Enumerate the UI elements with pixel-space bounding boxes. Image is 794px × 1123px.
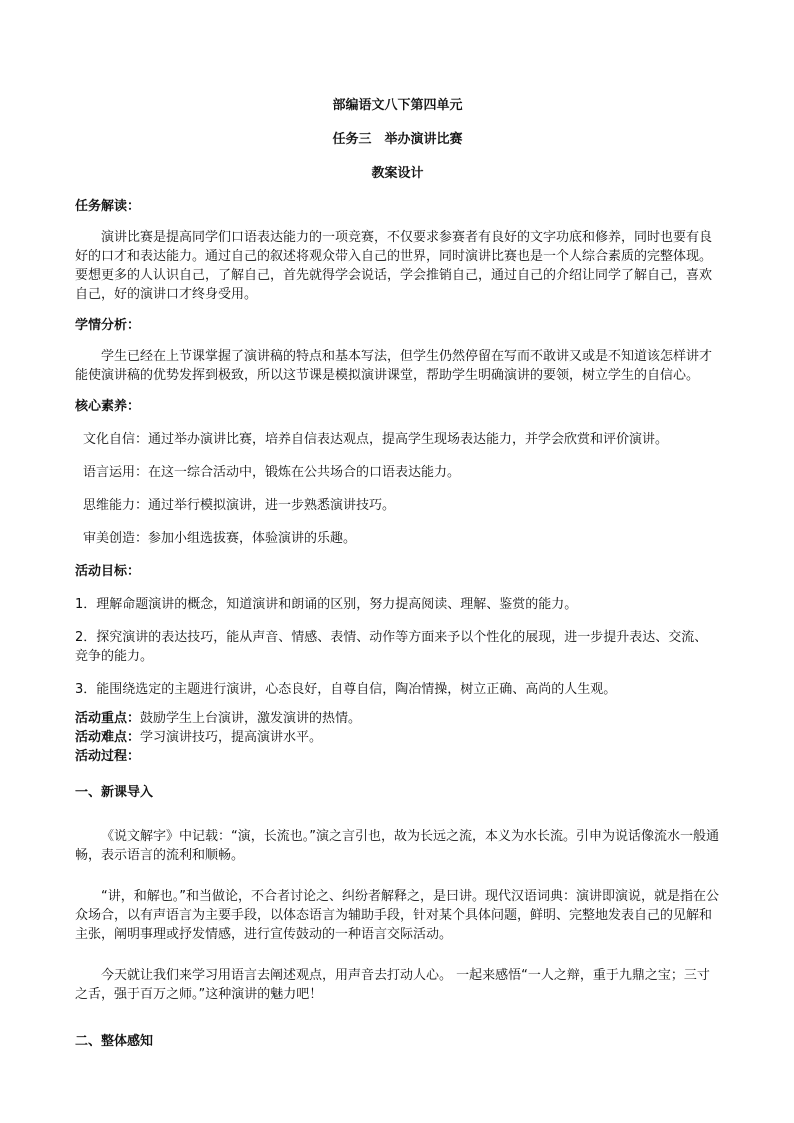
difficulty-line (75, 728, 720, 747)
goal-item-3: 3．能围绕选定的主题进行演讲，心态良好，自尊自信，陶冶情操，树立正确、高尚的人生观。 (75, 682, 617, 697)
core-item-language: 语言运用：在这一综合活动中，锻炼在公共场合的口语表达能力。 (83, 465, 461, 480)
difficulty-label: 活动难点： (75, 730, 141, 745)
difficulty-text: 学习演讲技巧，提高演讲水平。 (140, 730, 323, 745)
section2-heading: 二、整体感知 (75, 1034, 154, 1049)
key-point-label: 活动重点： (75, 711, 141, 726)
core-item-aesthetic: 审美创造：参加小组选拔赛，体验演讲的乐趣。 (83, 531, 357, 546)
goals-heading: 活动目标： (75, 564, 141, 579)
doc-title-unit: 部编语文八下第四单元 (332, 98, 463, 113)
section1-paragraph-2: “讲，和解也。”和当做论，不合者讨论之、纠纷者解释之，是曰讲。现代汉语词典：演讲即演说，就是指在公众场合，以有声语言为主要手段，以体态语言为辅助手段，针对某个具体问题，鲜明、完整地发表自己的见解和主张，阐明事理或抒发情感，进行宣传鼓动的一种语言交际活动。 (75, 889, 719, 942)
doc-title-task: 任务三 举办演讲比赛 (332, 132, 463, 147)
goal-item-2: 2．探究演讲的表达技巧，能从声音、情感、表情、动作等方面来予以个性化的展现，进一步提升表达、交流、竞争的能力。 (75, 630, 708, 664)
core-heading: 核心素养： (75, 399, 141, 414)
document-body (75, 96, 720, 1051)
key-point-text: 鼓励学生上台演讲，激发演讲的热情。 (140, 711, 362, 726)
task-paragraph: 演讲比赛是提高同学们口语表达能力的一项竞赛，不仅要求参赛者有良好的文字功底和修养，同时也要有良好的口才和表达能力。通过自己的叙述将观众带入自己的世界，同时演讲比赛也是一个人综合素质的完整体现。要想更多的人认识自己，了解自己，首先就得学会说话，学会推销自己，通过自己的介绍让同学了解自己，喜欢自己，好的演讲口才终身受用。 (75, 230, 713, 302)
task-heading: 任务解读： (75, 199, 141, 214)
core-item-culture: 文化自信：通过举办演讲比赛，培养自信表达观点，提高学生现场表达能力，并学会欣赏和评价演讲。 (83, 432, 669, 447)
key-point-line (75, 709, 720, 728)
section1-paragraph-3: 今天就让我们来学习用语言去阐述观点，用声音去打动人心。 一起来感悟“一人之辩，重于九鼎之宝；三寸之舌，强于百万之师。”这种演讲的魅力吧！ (75, 968, 710, 1002)
section1-heading: 一、新课导入 (75, 785, 154, 800)
section1-paragraph-1: 《说文解字》中记载：“演，长流也。”演之言引也，故为长远之流，本义为水长流。引申为说话像流水一般通畅，表示语言的流利和顺畅。 (75, 829, 719, 863)
analysis-heading: 学情分析： (75, 318, 141, 333)
process-label: 活动过程： (75, 749, 141, 764)
core-item-thinking: 思维能力：通过举行模拟演讲，进一步熟悉演讲技巧。 (83, 498, 396, 513)
doc-title-plan: 教案设计 (371, 166, 424, 181)
analysis-paragraph: 学生已经在上节课掌握了演讲稿的特点和基本写法，但学生仍然停留在写而不敢讲又或是不知道该怎样讲才能使演讲稿的优势发挥到极致，所以这节课是模拟演讲课堂，帮助学生明确演讲的要领，树立学生的自信心。 (75, 349, 713, 383)
goal-item-1: 1．理解命题演讲的概念，知道演讲和朗诵的区别，努力提高阅读、理解、鉴赏的能力。 (75, 597, 578, 612)
